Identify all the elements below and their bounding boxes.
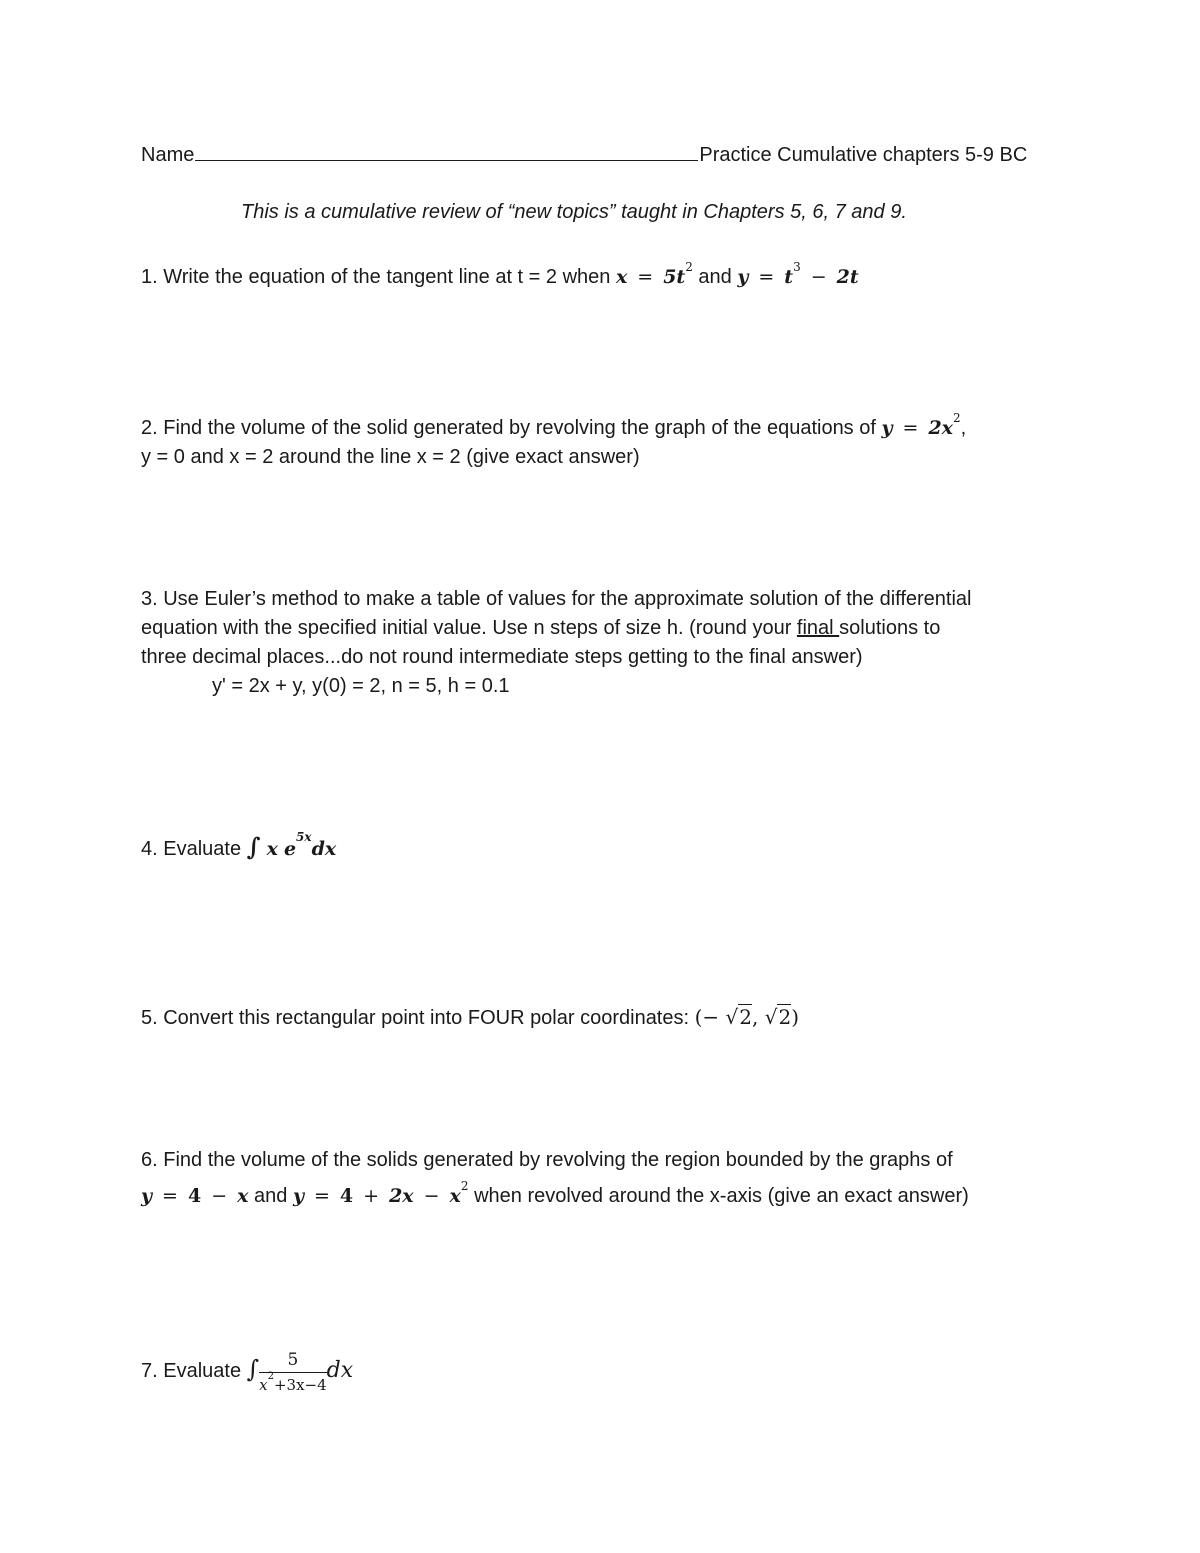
q5-point: (− √2, √2) [694, 1005, 800, 1029]
question-4 [141, 830, 337, 861]
q7-integral: ∫ $\frac{5}{x^2+3x-4}$ dx [246, 1349, 354, 1394]
q1-and: and [692, 266, 738, 288]
q4-integral: ∫ x $e^{5x}dx$ [246, 830, 337, 861]
question-2-line2: y = 0 and x = 2 around the line x = 2 (give exact answer) [141, 446, 640, 468]
question-1 [141, 260, 859, 289]
question-5 [141, 1005, 799, 1030]
q1-math-y: $y = t^3 - 2t$ [737, 260, 859, 288]
q6-math-1: y = 4 − x [141, 1185, 249, 1207]
q1-math-x: $x = 5t^2$ [615, 260, 693, 288]
question-6-line1: 6. Find the volume of the solids generated by revolving the region bounded by the graphs of [141, 1149, 953, 1171]
question-7 [141, 1345, 353, 1395]
subtitle: This is a cumulative review of “new topics” taught in Chapters 5, 6, 7 and 9. [241, 201, 907, 223]
question-3-equation: y' = 2x + y, y(0) = 2, n = 5, h = 0.1 [212, 675, 510, 697]
q4-text: 4. Evaluate [141, 838, 247, 860]
question-3-line1: 3. Use Euler’s method to make a table of values for the approximate solution of the differential [141, 588, 972, 610]
header-line [141, 142, 1027, 167]
name-blank[interactable] [195, 142, 698, 161]
q2-math: $y = 2x^2$ [881, 411, 961, 439]
question-6-line2: y = 4 − x and $y = 4 + 2x - x^2$ when revolved around the x-axis (give an exact answer) [141, 1179, 969, 1207]
q7-fraction: $\frac{5}{x^2+3x-4}$ [259, 1349, 327, 1394]
q1-text: 1. Write the equation of the tangent line at t = 2 when [141, 266, 616, 288]
q6-math-2: $y = 4 + 2x - x^2$ [292, 1179, 469, 1207]
question-3-line3: three decimal places...do not round intermediate steps getting to the final answer) [141, 646, 863, 668]
q7-text: 7. Evaluate [141, 1360, 247, 1382]
name-label: Name [141, 144, 195, 166]
underlined-final: final [796, 617, 840, 639]
worksheet-title: Practice Cumulative chapters 5-9 BC [699, 144, 1028, 166]
question-2: 2. Find the volume of the solid generated by revolving the graph of the equations of $y = 2x^2$, [141, 411, 967, 439]
q5-text: 5. Convert this rectangular point into FOUR polar coordinates: [141, 1007, 695, 1029]
question-3-line2: equation with the specified initial value. Use n steps of size h. (round your final solutions to [141, 617, 941, 639]
q2-text: 2. Find the volume of the solid generated by revolving the graph of the equations of [141, 417, 882, 439]
